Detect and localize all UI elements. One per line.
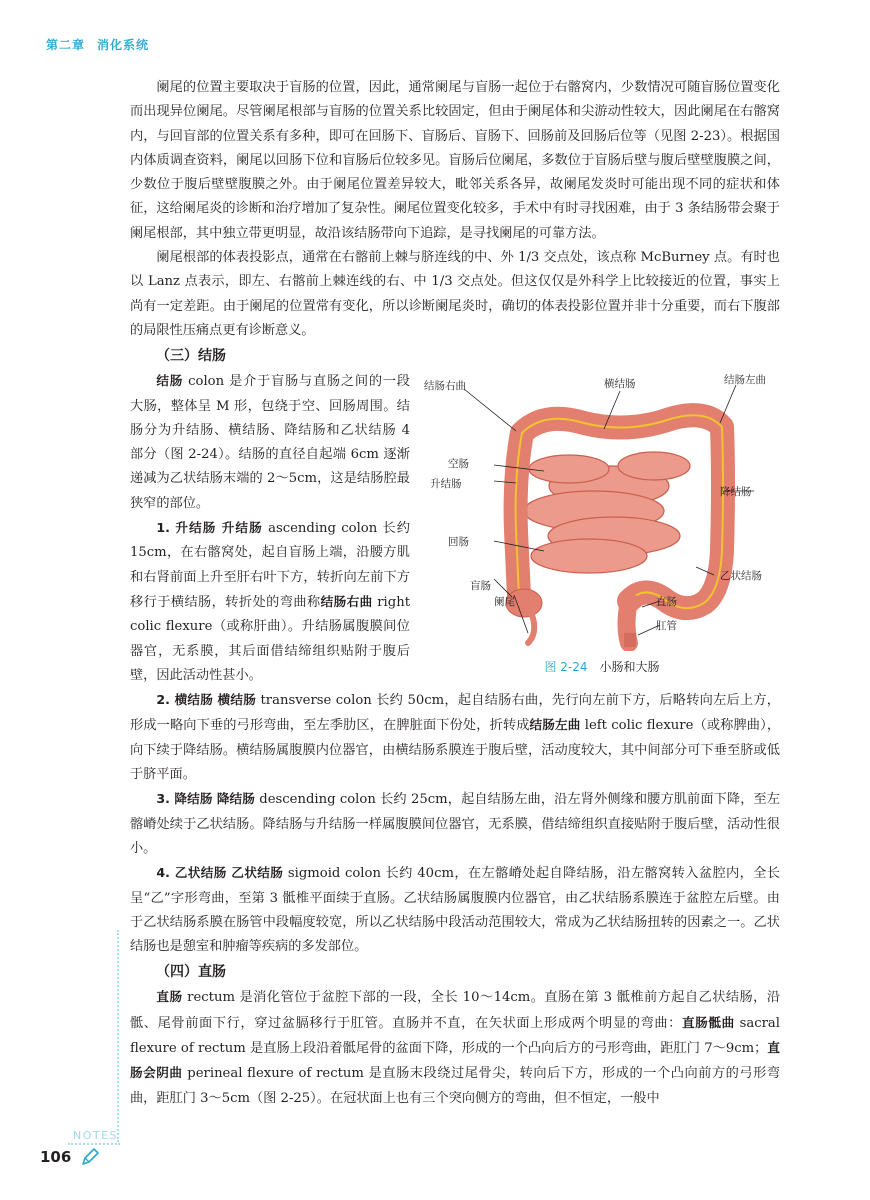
- label-sigmoid-colon: 乙状结肠: [720, 570, 762, 583]
- notes-margin-line: [117, 930, 119, 1142]
- label-jejunum: 空肠: [448, 458, 469, 471]
- paragraph-sigmoid-colon: 4. 乙状结肠 乙状结肠 sigmoid colon 长约 40cm，在左髂嵴处起自降结肠，沿左髂窝转入盆腔内，全长呈“乙”字形弯曲，至第 3 骶椎平面续于直肠。乙状结肠属腹膜内位器官，由乙状结肠系膜连于盆腔左后壁。由于乙状结肠系膜在肠管中段幅度较宽，所以乙状结肠中段活动范围较大，常成为乙状结肠扭转的因素之一。乙状结肠也是憩室和肿瘤等疾病的多发部位。: [130, 865, 780, 955]
- label-descending-colon: 降结肠: [720, 486, 752, 499]
- paragraph-ascending-colon: 1. 升结肠 升结肠 ascending colon 长约 15cm，在右髂窝处，起自盲肠上端，沿腰方肌和右肾前面上升至肝右叶下方，转折向左前下方移行于横结肠，转折处的弯曲称结肠右曲 right colic flexure（或称肝曲）。升结肠属腹膜间位器官，无系膜，其后面借结缔组织贴附于腹后壁，因此活动性甚小。: [130, 520, 411, 683]
- label-rectum: 直肠: [656, 596, 677, 609]
- label-ascending-colon: 升结肠: [430, 478, 462, 491]
- paragraph-descending-colon: 3. 降结肠 降结肠 descending colon 长约 25cm，起自结肠左曲，沿左肾外侧缘和腰方肌前面下降，至左髂嵴处续于乙状结肠。降结肠与升结肠一样属腹膜间位器官，无系膜，借结缔组织直接贴附于腹后壁，活动性很小。: [130, 791, 780, 856]
- section-heading-rectum: （四）直肠: [156, 964, 226, 981]
- section-heading-colon: （三）结肠: [156, 348, 226, 365]
- label-cecum: 盲肠: [470, 580, 491, 593]
- figure-number: 图 2-24: [544, 660, 588, 675]
- notes-rule: [68, 1143, 120, 1145]
- intestine-drawing: [506, 416, 723, 648]
- notes-label: NOTES: [73, 1129, 119, 1142]
- label-ileum: 回肠: [448, 536, 469, 549]
- paragraph: 阑尾的位置主要取决于盲肠的位置，因此，通常阑尾与盲肠一起位于右髂窝内，少数情况可随盲肠位置变化而出现异位阑尾。尽管阑尾根部与盲肠的位置关系比较固定，但由于阑尾体和尖游动性较大，因此阑尾在右髂窝内，与回盲部的位置关系有多种，即可在回肠下、盲肠后、盲肠下、回肠前及回肠后位等（见图 2-23）。根据国内体质调查资料，阑尾以回肠下位和盲肠后位较多见。盲肠后位阑尾，多数位于盲肠后壁与腹后壁壁腹膜之间，少数位于腹后壁壁腹膜之外。由于阑尾位置差异较大，毗邻关系各异，故阑尾发炎时可能出现不同的症状和体征，这给阑尾炎的诊断和治疗增加了复杂性。阑尾位置变化较多，手术中有时寻找困难，由于 3 条结肠带会聚于阑尾根部，其中独立带更明显，故沿该结肠带向下追踪，是寻找阑尾的可靠方法。: [130, 80, 780, 241]
- paragraph-colon-intro: 结肠 colon 是介于盲肠与直肠之间的一段大肠，整体呈 M 形，包绕于空、回肠周围。结肠分为升结肠、横结肠、降结肠和乙状结肠 4 部分（图 2-24）。结肠的直径自起端 6cm 逐渐递减为乙状结肠末端的 2～5cm，这是结肠腔最狭窄的部位。: [130, 373, 410, 511]
- pencil-icon: [80, 1147, 100, 1167]
- page-body: [130, 76, 780, 1111]
- label-transverse-colon: 横结肠: [604, 378, 636, 391]
- label-left-colic-flexure: 结肠左曲: [724, 374, 766, 387]
- label-anal-canal: 肛管: [656, 620, 677, 633]
- figure-caption: [424, 658, 780, 675]
- paragraph-transverse-colon: 2. 横结肠 横结肠 transverse colon 长约 50cm，起自结肠右曲，先行向左前下方，后略转向左后上方，形成一略向下垂的弓形弯曲，至左季肋区，在脾脏面下份处，折转成结肠左曲 left colic flexure（或称脾曲），向下续于降结肠。横结肠属腹膜内位器官，由横结肠系膜连于腹后壁，活动度较大，其中间部分可下垂至脐或低于脐平面。: [130, 692, 781, 783]
- paragraph: 阑尾根部的体表投影点，通常在右髂前上棘与脐连线的中、外 1/3 交点处，该点称 McBurney 点。有时也以 Lanz 点表示，即左、右髂前上棘连线的右、中 1/3 交点处。但这仅仅是外科学上比较接近的位置，事实上尚有一定差距。由于阑尾的位置常有变化，所以诊断阑尾炎时，确切的体表投影位置并非十分重要，而右下腹部的局限性压痛点更有诊断意义。: [130, 250, 780, 338]
- colon-float-block: [130, 369, 780, 688]
- label-right-colic-flexure: 结肠右曲: [424, 380, 466, 393]
- figure-2-24: [424, 371, 780, 675]
- paragraph-rectum: 直肠 rectum 是消化管位于盆腔下部的一段，全长 10～14cm。直肠在第 3 骶椎前方起自乙状结肠，沿骶、尾骨前面下行，穿过盆膈移行于肛管。直肠并不直，在矢状面上形成两个明显的弯曲：直肠骶曲 sacral flexure of rectum 是直肠上段沿着骶尾骨的盆面下降，形成的一个凸向后方的弓形弯曲，距肛门 7～9cm；直肠会阴曲 perineal flexure of rectum 是直肠末段绕过尾骨尖，转向后下方，形成的一个凸向前方的弓形弯曲，距肛门 3～5cm（图 2-25）。在冠状面上也有三个突向侧方的弯曲，但不恒定，一般中: [130, 989, 781, 1106]
- page-number: 106: [40, 1148, 72, 1166]
- figure-title: 小肠和大肠: [599, 660, 660, 675]
- chapter-number: 第二章: [46, 38, 86, 52]
- label-appendix: 阑尾: [494, 596, 515, 609]
- chapter-title: 消化系统: [97, 38, 150, 52]
- running-header: [46, 36, 149, 53]
- intestine-illustration: [424, 371, 780, 651]
